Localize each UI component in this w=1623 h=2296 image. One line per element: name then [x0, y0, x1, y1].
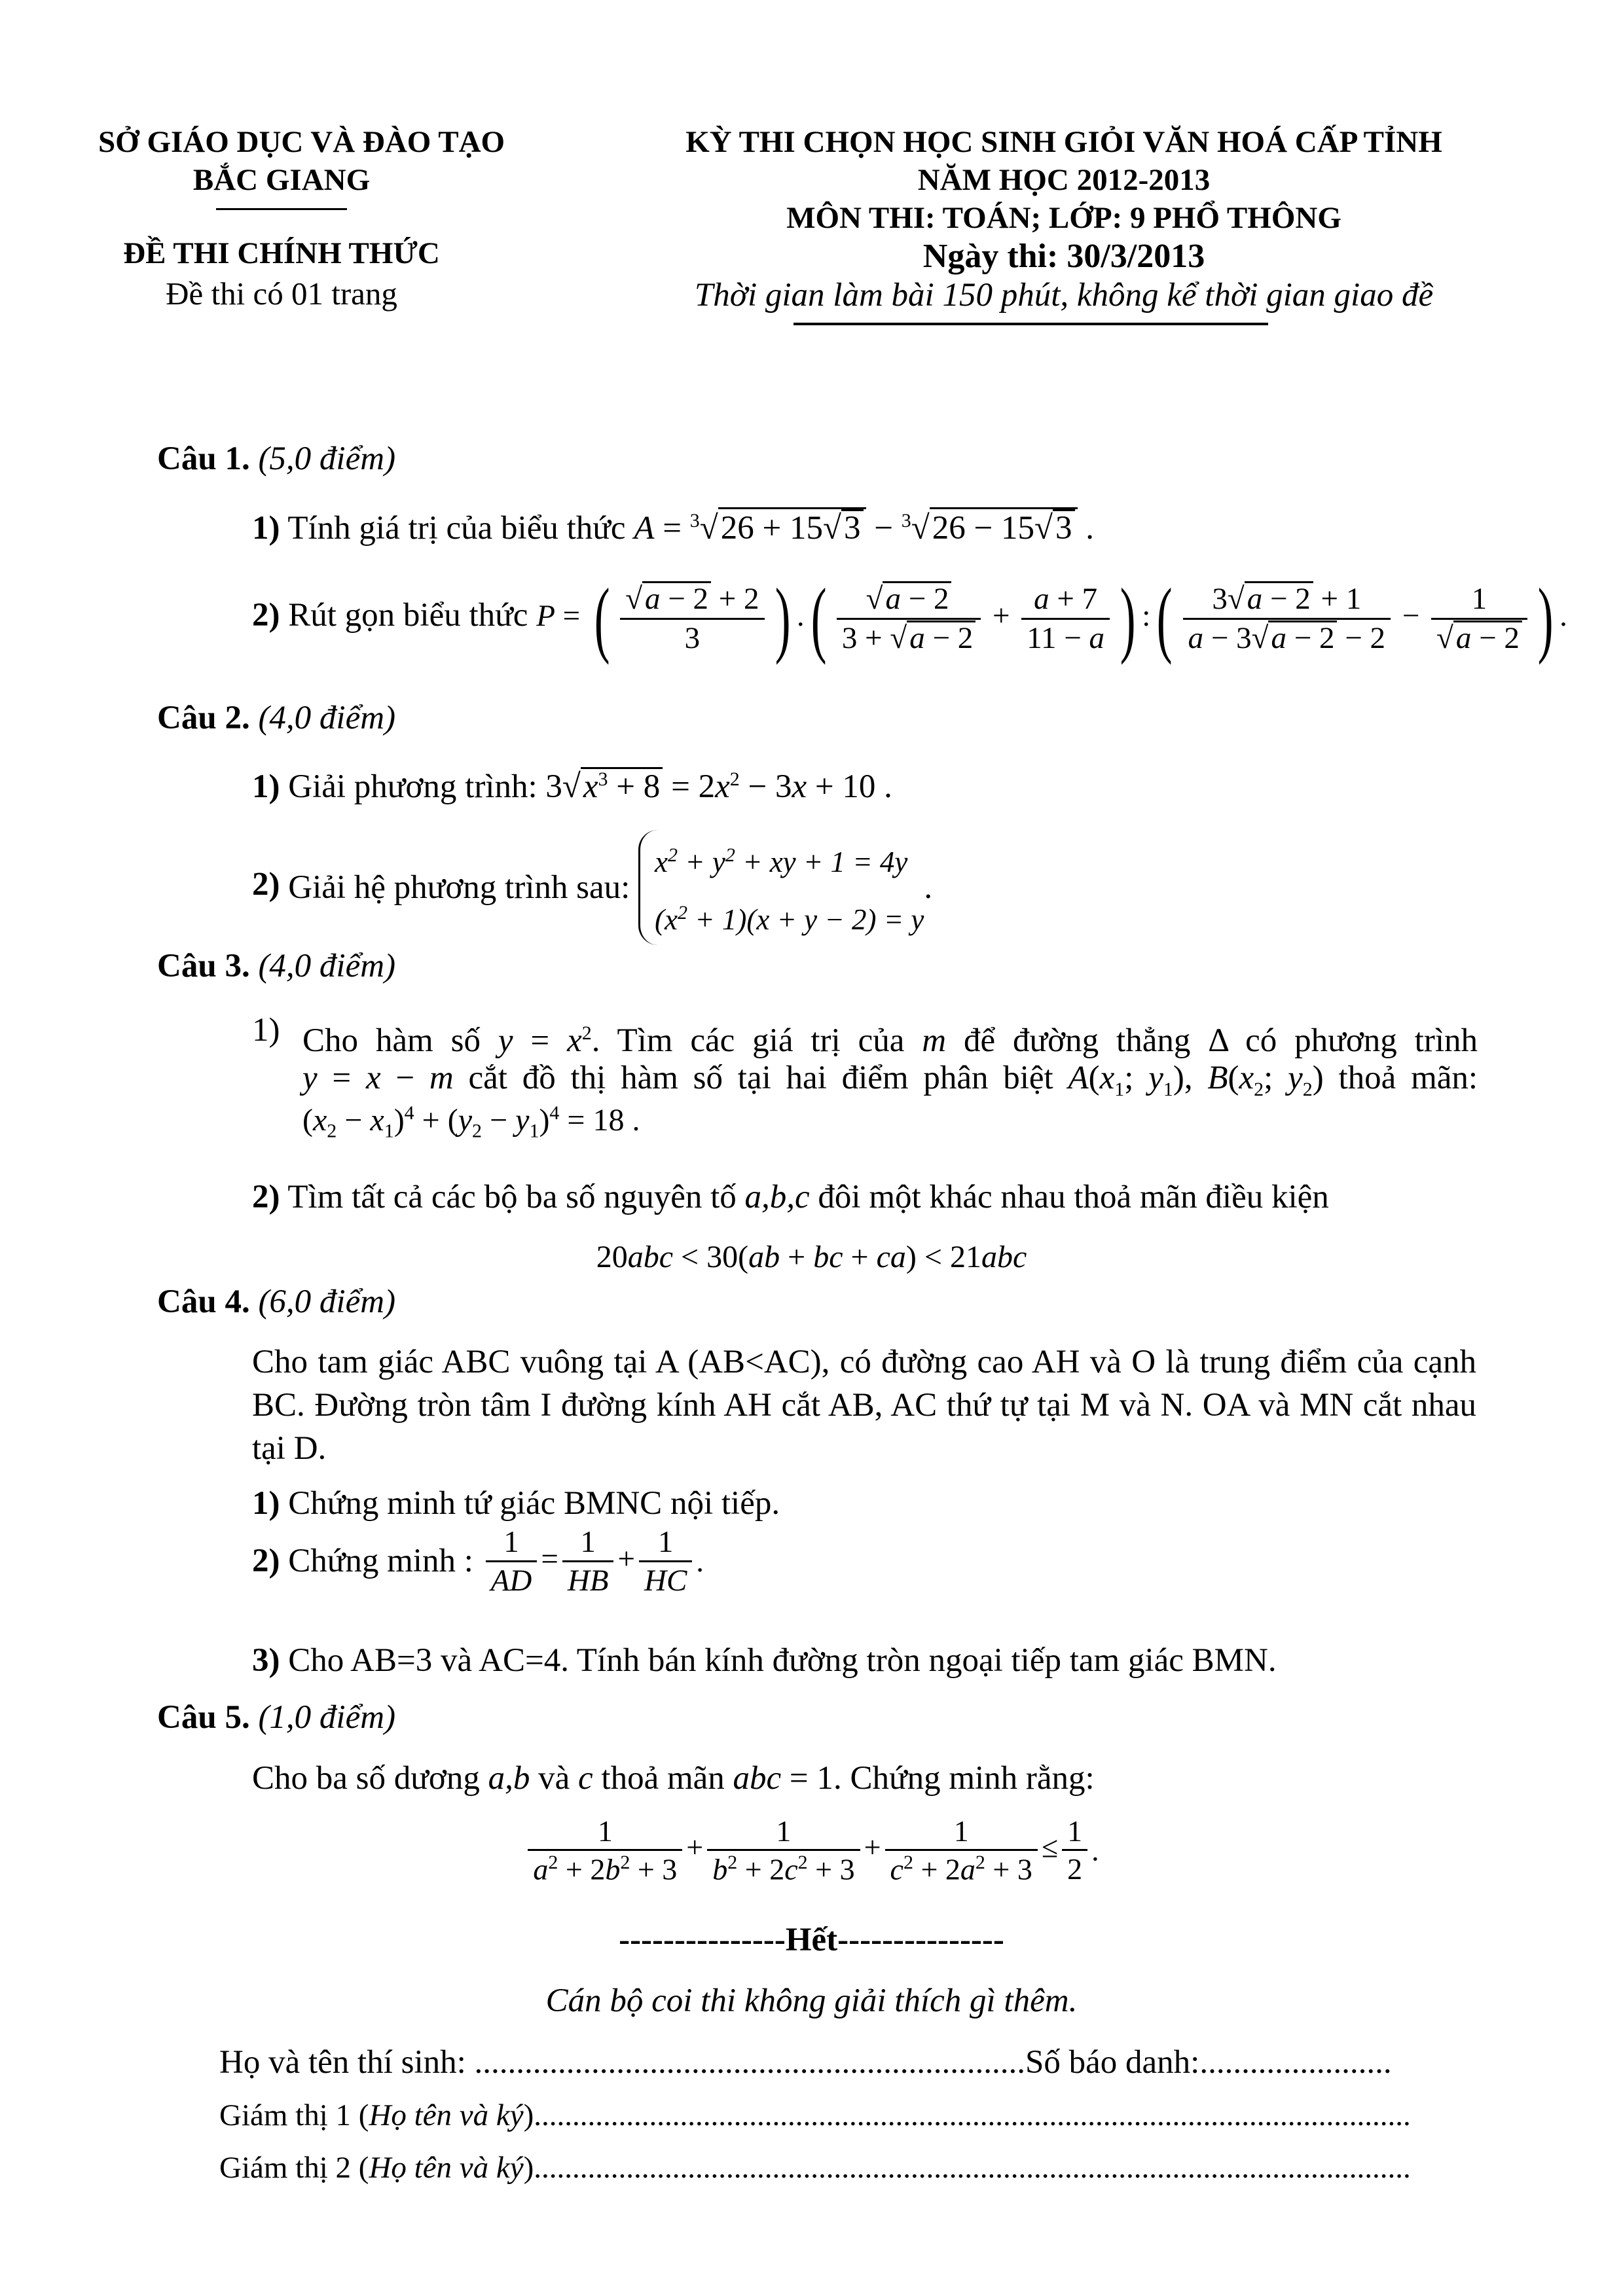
label-hint: Họ tên và ký — [369, 2098, 524, 2132]
subject-line: MÔN THI: TOÁN; LỚP: 9 PHỔ THÔNG — [786, 201, 1341, 235]
part-text: Tính giá trị của biểu thức — [287, 510, 626, 547]
q3-part-1-condition: $(x_2 - x_1)^4 + (y_2 - y_1)^4 = 18$ . — [302, 1102, 640, 1142]
label: Giám thị 2 ( — [219, 2151, 369, 2185]
q2-part-2: 2) Giải hệ phương trình sau: $x^2 + y^2$ + xy + 1 = 4y $(x^2 + 1)(x + y - 2) = y$ . — [252, 830, 932, 945]
exam-title: KỲ THI CHỌN HỌC SINH GIỎI VĂN HOÁ CẤP TỈNH — [685, 125, 1442, 159]
text: Cho ba số dương — [252, 1760, 480, 1797]
supervisor-2-line — [219, 2150, 1411, 2185]
label: Giám thị 1 ( — [219, 2098, 369, 2132]
q1-part-2 — [252, 571, 1567, 666]
question-points: (6,0 điểm) — [258, 1283, 396, 1320]
question-points: (4,0 điểm) — [258, 700, 396, 736]
text: cắt đồ thị hàm số tại hai điểm phân biệt — [468, 1060, 1053, 1096]
part-text: Cho AB=3 và AC=4. Tính bán kính đường tròn ngoại tiếp tam giác BMN. — [288, 1642, 1277, 1679]
text: thoả mãn: — [1338, 1060, 1478, 1096]
part-number: 1) — [252, 510, 280, 547]
part-text: Giải phương trình: — [288, 768, 538, 805]
text: để đường thẳng — [964, 1022, 1191, 1059]
question-points: (1,0 điểm) — [258, 1699, 396, 1736]
part-number: 2) — [252, 596, 280, 634]
province-name: BẮC GIANG — [192, 163, 371, 197]
exam-duration: Thời gian làm bài 150 phút, không kể thời gian giao đề — [694, 277, 1434, 314]
equation-system: $x^2 + y^2$ + xy + 1 = 4y $(x^2 + 1)(x + y - 2) = y$ — [638, 830, 924, 945]
question-title: Câu 3. — [157, 948, 250, 984]
part-number: 1) — [252, 1485, 280, 1522]
q5-statement: Cho ba số dương a,b và c thoả mãn abc = 1. Chứng minh rằng: — [252, 1760, 1095, 1797]
part-text: Rút gọn biểu thức — [288, 596, 528, 634]
label-hint: Họ tên và ký — [369, 2151, 524, 2185]
formula-function: y — [498, 1022, 513, 1059]
exam-date: Ngày thi: 30/3/2013 — [922, 238, 1205, 275]
part-text: đôi một khác nhau thoả mãn điều kiện — [818, 1179, 1329, 1215]
question-3-heading — [157, 947, 395, 985]
text: có phương trình — [1245, 1022, 1478, 1059]
q1-part-1 — [252, 507, 1094, 547]
formula-equation: $3√x^3 + 8 = 2x^2 - 3x + 10$ . — [545, 768, 892, 805]
question-title: Câu 4. — [157, 1283, 250, 1320]
formula-identity: $\frac{1}{AD}$ = $\frac{1}{HB}$ + $\frac{1}{HC}$ . — [482, 1542, 704, 1576]
q4-intro: Cho tam giác ABC vuông tại A (AB<AC), có đường cao AH và O là trung điểm của cạnh BC. Đường tròn tâm I đường kính AH cắt AB, AC thứ tự tại M và N. OA và MN cắt nhau tại D. — [252, 1344, 1476, 1467]
q3-part-2: 2) Tìm tất cả các bộ ba số nguyên tố a,b,c đôi một khác nhau thoả mãn điều kiện — [252, 1179, 1329, 1215]
question-points: (5,0 điểm) — [258, 440, 396, 477]
part-number: 2) — [252, 866, 280, 903]
question-title: Câu 5. — [157, 1699, 250, 1736]
header-right-divider — [793, 323, 1268, 325]
part-number: 2) — [252, 1179, 280, 1215]
text: Cho hàm số — [302, 1022, 481, 1059]
question-points: (4,0 điểm) — [258, 948, 396, 984]
signature-dots: ).................................................................................................................. — [523, 2151, 1411, 2185]
q3-part-1-line1: Cho hàm số $y = x^2$. Tìm các giá trị của m để đường thẳng Δ có phương trình — [302, 1022, 1478, 1059]
candidate-info-line: Họ và tên thí sinh: ..................................................................Số báo danh:....................... — [219, 2044, 1392, 2081]
formula-p: P = ( $\frac{√a - 2 + 2}{3}$ ) .( $\frac{√a - 2}{3 + √a - 2}$ + $\frac{a + 7}{11 - a}$ ) :( $\frac{3√a - 2 + 1}{a - 3√a - 2 - 2}$ − $\frac{1}{√a - 2}$ ) . — [536, 571, 1567, 666]
q2-part-1 — [252, 767, 892, 806]
page-count: Đề thi có 01 trang — [166, 276, 397, 312]
dept-name: SỞ GIÁO DỤC VÀ ĐÀO TẠO — [98, 125, 505, 159]
q4-part-1 — [252, 1484, 780, 1522]
question-title: Câu 1. — [157, 440, 250, 477]
header-left-divider — [216, 208, 347, 210]
supervisor-1-line — [219, 2098, 1411, 2133]
q4-part-2 — [252, 1524, 704, 1600]
part-number: 2) — [252, 1542, 280, 1579]
part-text: Chứng minh : — [288, 1542, 473, 1579]
text: và — [538, 1760, 570, 1797]
signature-dots: ).................................................................................................................. — [523, 2098, 1411, 2132]
text: thoả mãn — [601, 1760, 725, 1797]
part-text: Chứng minh tứ giác BMNC nội tiếp. — [288, 1485, 780, 1522]
question-4-heading — [157, 1283, 395, 1321]
part-number: 1) — [252, 768, 280, 805]
formula-a: A = $^3$√26 + 15√3 − $^3$√26 − 15√3 . — [634, 510, 1094, 547]
q3-part-1-num: 1) — [252, 1012, 280, 1049]
question-2-heading — [157, 699, 395, 737]
question-1-heading — [157, 440, 395, 478]
part-number: 3) — [252, 1642, 280, 1679]
text: . Tìm các giá trị của — [591, 1022, 905, 1059]
q3-inequality: 20abc < 30(ab + bc + ca) < 21abc — [596, 1240, 1027, 1274]
part-text: Giải hệ phương trình sau: — [288, 869, 630, 906]
q5-inequality: $\frac{1}{a^2 + 2b^2 + 3}$ + $\frac{1}{b^2 + 2c^2 + 3}$ + $\frac{1}{c^2 + 2a^2 + 3}$ ≤ $\frac{1}{2}$ . — [0, 1813, 1623, 1888]
proctor-note: Cán bộ coi thi không giải thích gì thêm. — [545, 1982, 1078, 2019]
q4-part-3 — [252, 1641, 1277, 1679]
school-year: NĂM HỌC 2012-2013 — [917, 163, 1211, 197]
q3-part-1-line2: y = x − m cắt đồ thị hàm số tại hai điểm phân biệt $A(x_1$; $y_1$), $B(x_2$; $y_2$) thoả mãn: — [302, 1060, 1478, 1101]
end-marker: ---------------Hết--------------- — [619, 1922, 1004, 1958]
text: . Chứng minh rằng: — [833, 1760, 1095, 1797]
official-exam-label: ĐỀ THI CHÍNH THỨC — [123, 236, 440, 270]
question-5-heading — [157, 1698, 395, 1736]
part-text: Tìm tất cả các bộ ba số nguyên tố — [287, 1179, 737, 1215]
question-title: Câu 2. — [157, 700, 250, 736]
